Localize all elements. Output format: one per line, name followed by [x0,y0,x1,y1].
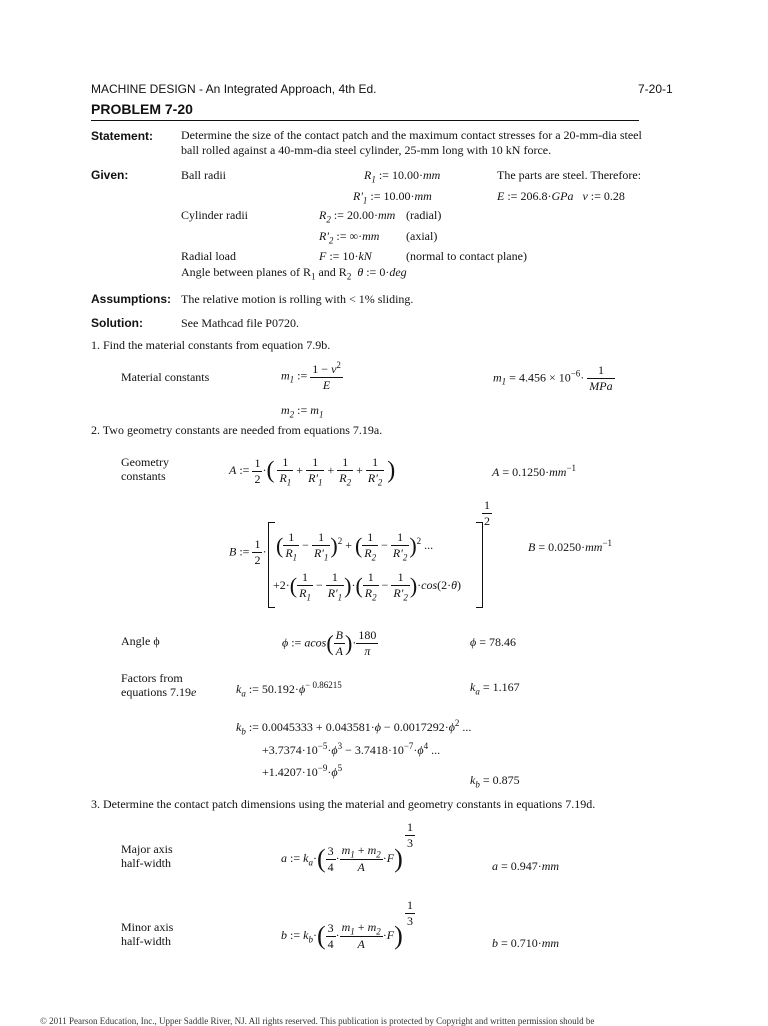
angle-phi-label: Angle ϕ [121,634,160,648]
copyright-footer: © 2011 Pearson Education, Inc., Upper Saddle River, NJ. All rights reserved. This publication is protected by Copyright and written permission should be [40,1016,595,1026]
ball-radii-label: Ball radii [181,168,226,182]
cylinder-radii-label: Cylinder radii [181,208,248,222]
b-lhs: B := $\frac{1}{2}$ · [229,537,267,567]
radial-load-label: Radial load [181,249,236,263]
kb-formula-line1: $k_b$ := $0.0045333 + 0.043581\cdot\phi - 0.0017292\cdot\phi^2$ ... [236,718,472,737]
b-result: $B = 0.0250\cdot mm^{-1}$ [528,538,613,554]
force-note: (normal to contact plane) [406,249,527,263]
a-result: $A = 0.1250\cdot mm^{-1}$ [492,463,577,479]
title-rule [91,120,639,121]
a-halfwidth-formula: a := $k_a\cdot$( $\frac{3}{4}$ · $\frac{m_1 + m_2}{A}$ ·F) [281,843,403,875]
a-halfwidth-result: a = 0.947·mm [492,859,560,873]
r1p-definition: $R'_1$ := 10.00·mm [353,189,432,206]
major-axis-label-2: half-width [121,856,171,870]
step3-heading: 3. Determine the contact patch dimensions using the material and geometry constants in equations 7.19d. [91,797,596,811]
major-axis-label-1: Major axis [121,842,173,856]
b-right-bracket [476,522,483,608]
problem-title: PROBLEM 7-20 [91,101,193,117]
geometry-label-1: Geometry [121,455,169,469]
minor-axis-label-2: half-width [121,934,171,948]
given-label: Given: [91,168,129,182]
steel-note: The parts are steel. Therefore: [497,168,642,182]
assumptions-text: The relative motion is rolling with < 1% sliding. [181,292,414,306]
factors-label-1: Factors from [121,671,183,685]
m2-formula: $m_2$ := $m_1$ [281,403,324,420]
ka-result: $k_a = 1.167$ [470,680,520,697]
r2p-definition: $R'_2$ := ∞·mm [319,229,380,246]
factors-label-2: equations 7.19e [121,685,197,699]
minor-axis-label-1: Minor axis [121,920,174,934]
b-halfwidth-formula: b := $k_b\cdot$( $\frac{3}{4}$ · $\frac{m_1 + m_2}{A}$ ·F) [281,920,403,952]
solution-text: See Mathcad file P0720. [181,316,299,330]
assumptions-label: Assumptions: [91,292,172,306]
geometry-label-2: constants [121,469,166,483]
e-nu-definition: E := 206.8·GPa ν := 0.28 [497,189,625,203]
phi-formula: ϕ := acos( $\frac{B}{A}$ )· $\frac{180}{\pi}$ [282,628,377,658]
a-formula: A := $\frac{1}{2}$ ·( $\frac{1}{R_1}$ + $\frac{1}{R'_1}$ + $\frac{1}{R_2}$ + $\frac{1}{R'_2}$ ) [229,455,396,488]
kb-result: $k_b = 0.875$ [470,773,520,790]
a-halfwidth-power: $\frac{1}{3}$ [407,820,413,850]
material-constants-label: Material constants [121,370,210,384]
b-power: $\frac{1}{2}$ [484,498,490,528]
r1-definition: $R_1$ := 10.00·mm [364,168,441,185]
angle-label: Angle between planes of $R_1$ and $R_2$ θ := 0·deg [181,265,407,282]
b-formula-line1: ( $\frac{1}{R_1}$ − $\frac{1}{R'_1}$ )$^2$ + ( $\frac{1}{R_2}$ − $\frac{1}{R'_2}$ )$^2$ ... [276,530,434,563]
r2-note: (radial) [406,208,442,222]
r2-definition: $R_2$ := 20.00·mm [319,208,396,225]
b-halfwidth-power: $\frac{1}{3}$ [407,898,413,928]
statement-line1: Determine the size of the contact patch and the maximum contact stresses for a 20-mm-dia steel [181,128,642,142]
m1-result: $m_1 = 4.456 \times 10^{-6}\cdot$ $\frac{1}{\text{MPa}}$ [493,363,613,393]
statement-label: Statement: [91,129,154,143]
step2-heading: 2. Two geometry constants are needed from equations 7.19a. [91,423,383,437]
phi-result: ϕ = 78.46 [470,635,516,649]
solution-label: Solution: [91,316,143,330]
page-number: 7-20-1 [638,82,673,96]
b-formula-line2: +2·( $\frac{1}{R_1}$ − $\frac{1}{R'_1}$ )·( $\frac{1}{R_2}$ − $\frac{1}{R'_2}$ )·cos(2·θ) [273,570,462,603]
kb-formula-line2: $+3.7374\cdot 10^{-5}\cdot\phi^3 - 3.7418\cdot 10^{-7}\cdot\phi^4$ ... [262,741,441,757]
m1-formula: $m_1$ := $\frac{1 - \nu^2}{E}$ [281,360,341,392]
book-title: MACHINE DESIGN - An Integrated Approach, 4th Ed. [91,82,377,96]
b-halfwidth-result: b = 0.710·mm [492,936,560,950]
kb-formula-line3: $+1.4207\cdot 10^{-9}\cdot\phi^5$ [262,763,343,779]
force-definition: F := 10·kN [319,249,372,263]
r2p-note: (axial) [406,229,438,243]
statement-line2: ball rolled against a 40-mm-dia steel cylinder, 25-mm long with 10 kN force. [181,143,552,157]
ka-formula: $k_a$ := $50.192\cdot\phi^{- 0.86215}$ [236,680,342,699]
step1-heading: 1. Find the material constants from equation 7.9b. [91,338,331,352]
